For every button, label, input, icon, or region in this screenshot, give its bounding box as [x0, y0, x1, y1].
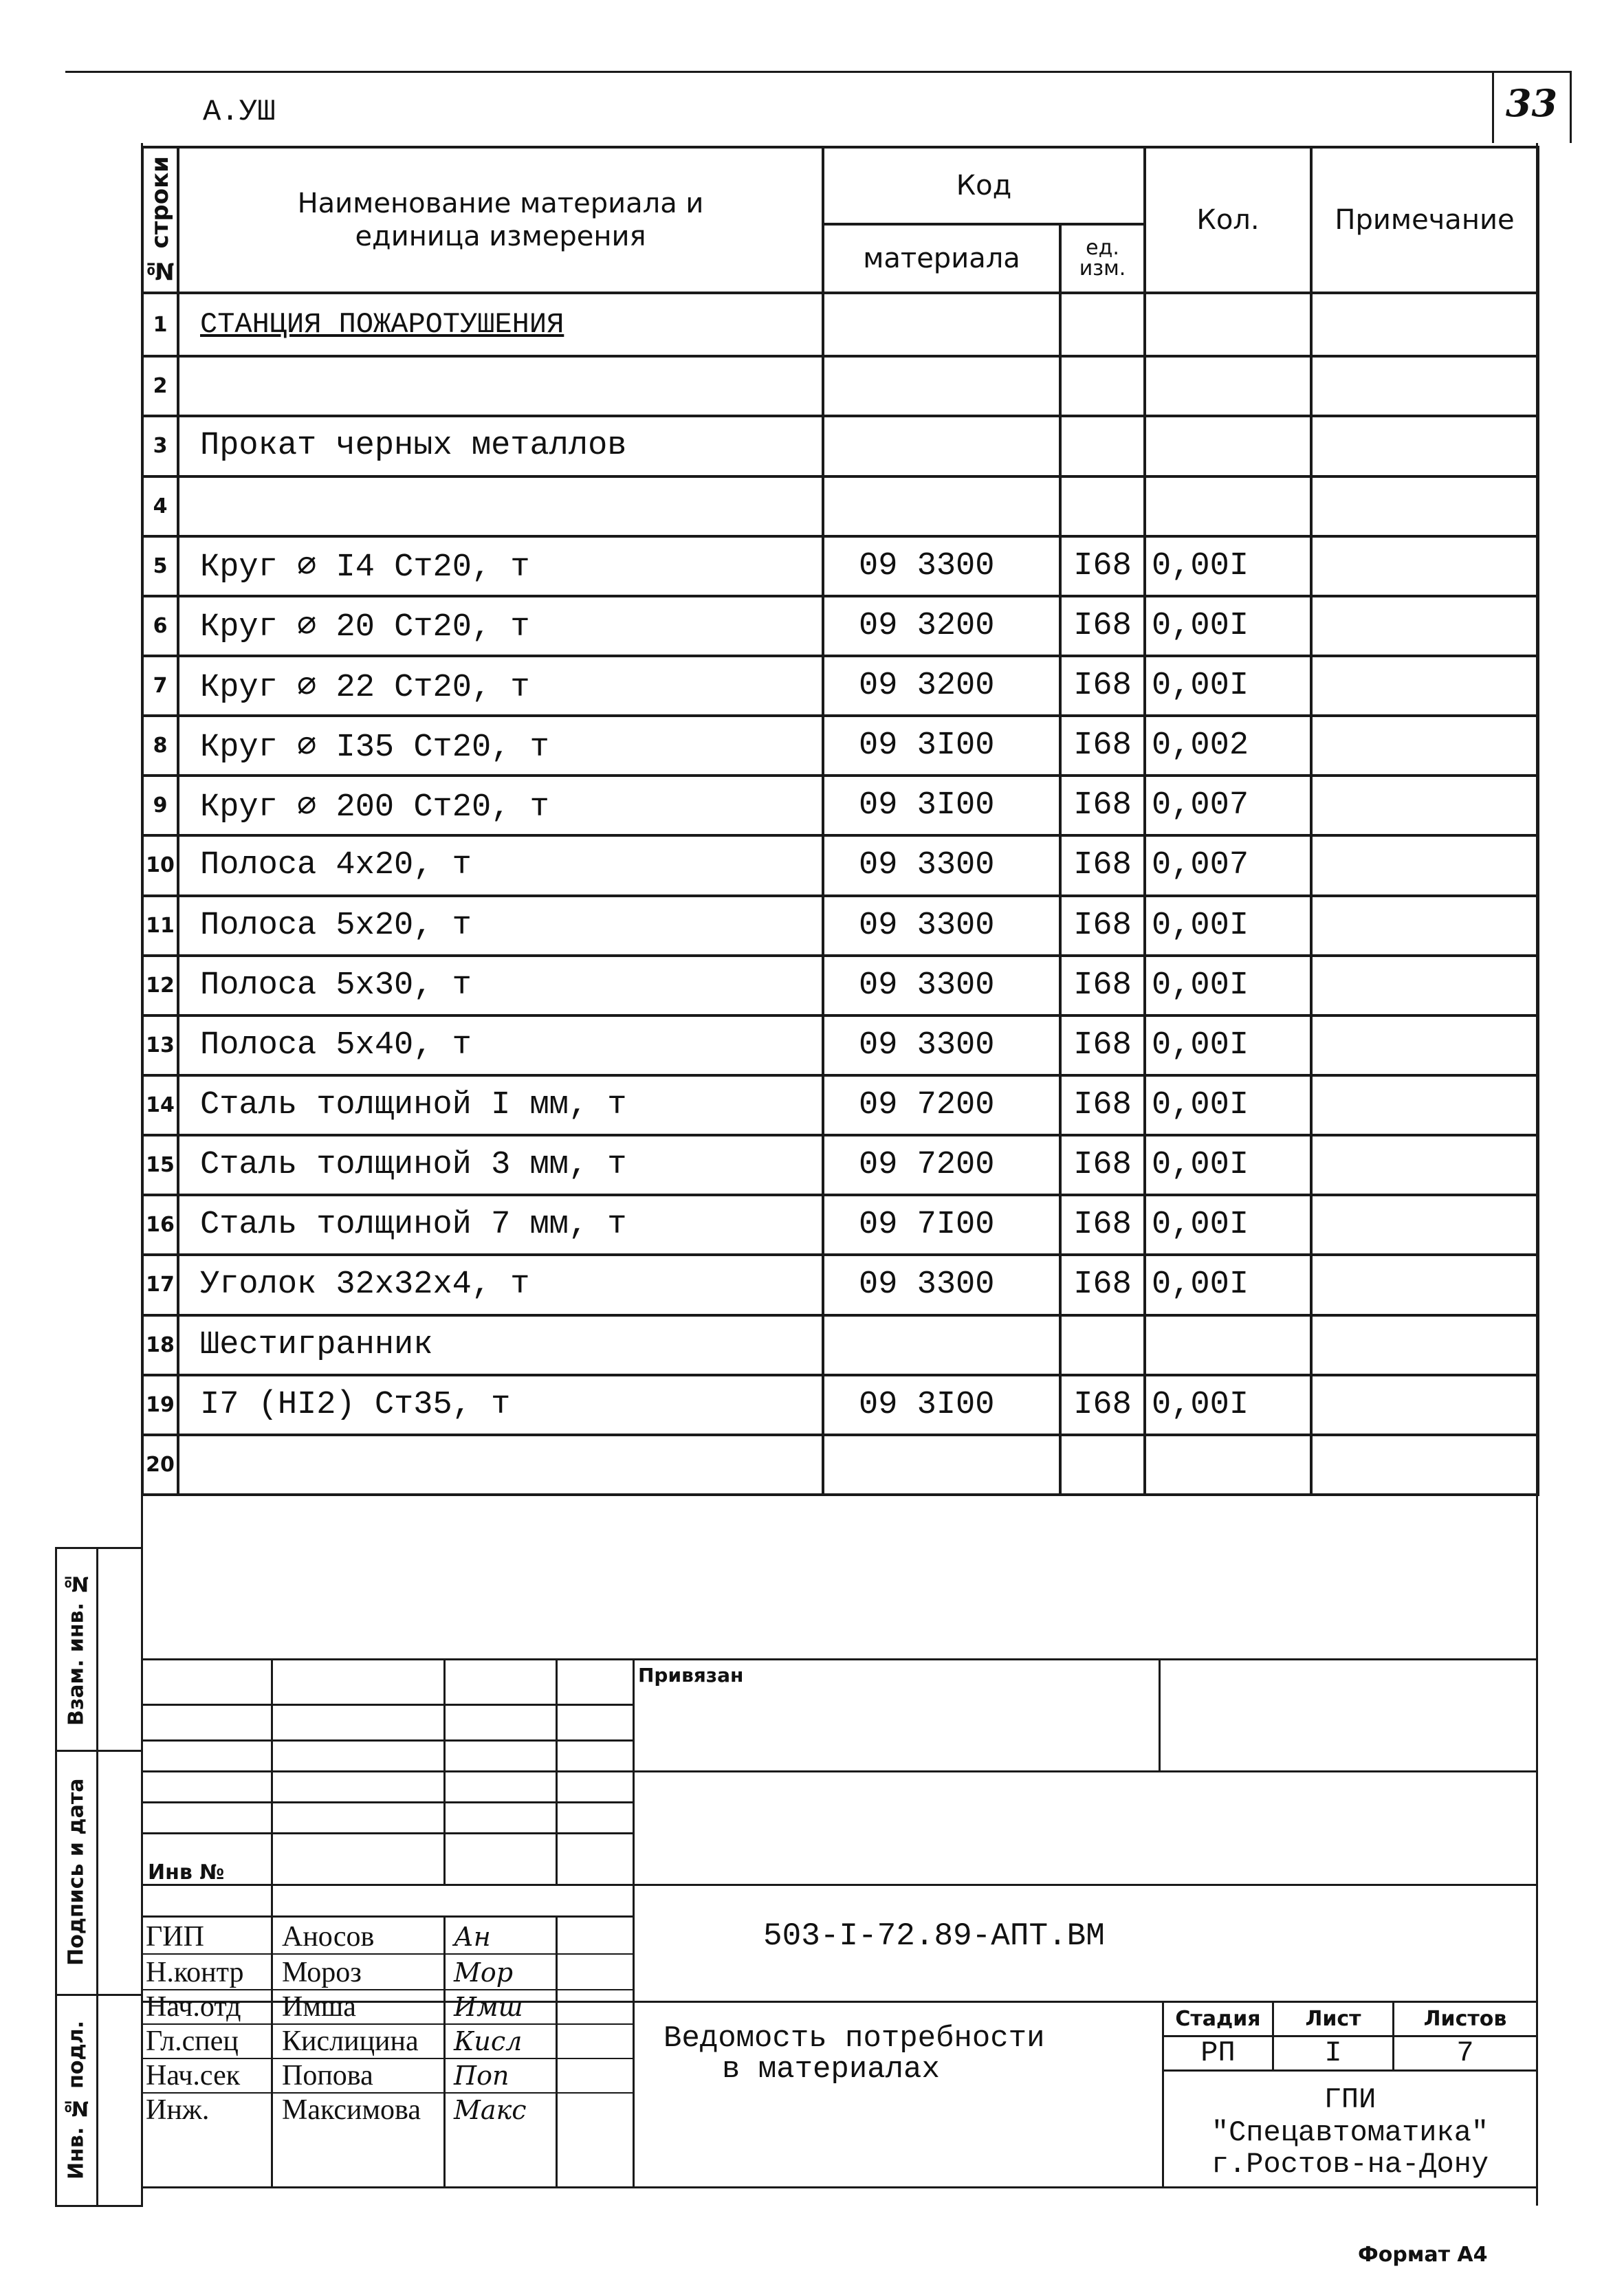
material-name: Прокат черных металлов	[178, 416, 823, 476]
tb-v-5	[1159, 1658, 1161, 1772]
material-code: 09 3300	[823, 835, 1060, 895]
table-row	[142, 776, 1538, 835]
unit-code: I68	[1060, 776, 1145, 835]
tb-h-6	[141, 1884, 1538, 1886]
format-label: Формат А4	[1358, 2243, 1488, 2267]
quantity: 0,00I	[1145, 1015, 1311, 1075]
note-cell	[1311, 596, 1538, 656]
row-number: 13	[142, 1015, 178, 1075]
staff-role: Нач.отд	[146, 1991, 241, 2023]
tb-v-4	[633, 1658, 635, 2188]
material-name: Круг ⌀ I4 Ст20, т	[178, 536, 823, 596]
header-name	[178, 147, 823, 293]
row-number: 4	[142, 476, 178, 536]
table-row	[142, 1195, 1538, 1255]
unit-code: I68	[1060, 716, 1145, 776]
tb-v-1	[271, 1658, 273, 2188]
row-number: 19	[142, 1375, 178, 1435]
material-code: 09 3200	[823, 656, 1060, 716]
material-name: I7 (HI2) Ст35, т	[178, 1375, 823, 1435]
table-row	[142, 1135, 1538, 1195]
materials-table	[141, 146, 1539, 1496]
table-row	[142, 1015, 1538, 1075]
tb-h-3	[141, 1770, 1538, 1772]
side-frame-mid	[96, 1547, 98, 2207]
header-unit: ед. изм.	[1060, 224, 1145, 293]
doc-title-line1: Ведомость потребности	[663, 2021, 1045, 2056]
material-code: 09 7200	[823, 1075, 1060, 1135]
tb-v-3b	[556, 1915, 558, 2188]
staff-signature: Поп	[454, 2061, 509, 2091]
header-note: Примечание	[1311, 147, 1538, 293]
quantity: 0,00I	[1145, 536, 1311, 596]
tb-v-2	[443, 1658, 446, 1884]
table-row	[142, 896, 1538, 956]
table-row	[142, 476, 1538, 536]
unit-code: I68	[1060, 536, 1145, 596]
material-code: 09 3300	[823, 896, 1060, 956]
tb-h-4	[141, 1801, 635, 1803]
material-name	[178, 1435, 823, 1495]
staff-name: Мороз	[282, 1957, 362, 1988]
note-cell	[1311, 1435, 1538, 1495]
material-code: 09 3300	[823, 1015, 1060, 1075]
header-code: Код	[823, 147, 1145, 224]
staff-signature: Мор	[454, 1957, 514, 1988]
privyazan-label: Привязан	[638, 1664, 744, 1687]
tb-h-10	[1162, 2069, 1537, 2072]
quantity: 0,00I	[1145, 1255, 1311, 1315]
header-row-no-text: № строки	[146, 155, 174, 285]
page-number-box-left	[1492, 71, 1494, 143]
material-name: Полоса 4х20, т	[178, 835, 823, 895]
table-row	[142, 835, 1538, 895]
row-number: 9	[142, 776, 178, 835]
note-cell	[1311, 536, 1538, 596]
note-cell	[1311, 356, 1538, 416]
table-row	[142, 1315, 1538, 1375]
side-frame-bottom	[55, 2205, 143, 2207]
sheet-value: I	[1324, 2036, 1342, 2069]
staff-role: Нач.сек	[146, 2060, 241, 2091]
material-name	[178, 356, 823, 416]
note-cell	[1311, 656, 1538, 716]
material-code	[823, 1315, 1060, 1375]
row-number: 20	[142, 1435, 178, 1495]
material-name: Полоса 5х40, т	[178, 1015, 823, 1075]
material-name: Сталь толщиной 7 мм, т	[178, 1195, 823, 1255]
top-border	[65, 71, 1571, 73]
unit-code: I68	[1060, 1075, 1145, 1135]
sheets-label: Листов	[1423, 2006, 1507, 2031]
quantity	[1145, 416, 1311, 476]
table-row	[142, 293, 1538, 356]
table-row	[142, 416, 1538, 476]
page-number: 33	[1505, 81, 1558, 125]
material-name: СТАНЦИЯ ПОЖАРОТУШЕНИЯ	[178, 293, 823, 356]
material-code	[823, 476, 1060, 536]
row-number: 2	[142, 356, 178, 416]
side-frame-left	[55, 1547, 57, 2207]
quantity	[1145, 1315, 1311, 1375]
tb-h-7	[141, 1915, 635, 1918]
sheets-value: 7	[1456, 2036, 1474, 2069]
material-code: 09 3200	[823, 596, 1060, 656]
row-number: 14	[142, 1075, 178, 1135]
material-code: 09 3300	[823, 536, 1060, 596]
table-row	[142, 656, 1538, 716]
quantity: 0,00I	[1145, 596, 1311, 656]
org-line3: г.Ростов-на-Дону	[1211, 2148, 1489, 2181]
staff-signature: Ан	[454, 1922, 491, 1952]
table-row	[142, 1375, 1538, 1435]
staff-signature: Макс	[454, 2095, 527, 2125]
table-row	[142, 956, 1538, 1015]
table-row	[142, 356, 1538, 416]
table-row	[142, 536, 1538, 596]
note-cell	[1311, 1075, 1538, 1135]
note-cell	[1311, 956, 1538, 1015]
album-label: А.УШ	[203, 95, 276, 129]
material-name: Полоса 5х30, т	[178, 956, 823, 1015]
staff-signature: Имш	[454, 1992, 523, 2022]
unit-code	[1060, 416, 1145, 476]
material-code	[823, 356, 1060, 416]
quantity	[1145, 1435, 1311, 1495]
tb-bottom	[141, 2186, 1538, 2188]
quantity: 0,00I	[1145, 1135, 1311, 1195]
quantity: 0,007	[1145, 835, 1311, 895]
side-divider-1	[55, 1750, 143, 1752]
note-cell	[1311, 1375, 1538, 1435]
unit-code: I68	[1060, 1375, 1145, 1435]
material-code: 09 3300	[823, 956, 1060, 1015]
material-code	[823, 1435, 1060, 1495]
quantity: 0,00I	[1145, 1075, 1311, 1135]
tb-v-3	[556, 1658, 558, 1884]
staff-role: Гл.спец	[146, 2025, 239, 2057]
quantity: 0,00I	[1145, 656, 1311, 716]
quantity	[1145, 356, 1311, 416]
staff-role: Н.контр	[146, 1957, 244, 1988]
material-name: Уголок 32х32х4, т	[178, 1255, 823, 1315]
material-code: 09 7200	[823, 1135, 1060, 1195]
tb-h-5	[141, 1832, 635, 1834]
header-material: материала	[823, 224, 1060, 293]
row-number: 16	[142, 1195, 178, 1255]
row-number: 15	[142, 1135, 178, 1195]
side-label-vzam: Взам. инв. №	[64, 1571, 89, 1726]
inv-no-label: Инв №	[148, 1860, 225, 1885]
staff-name: Имша	[282, 1991, 356, 2023]
row-number: 6	[142, 596, 178, 656]
unit-code	[1060, 476, 1145, 536]
header-row-no	[142, 147, 178, 293]
unit-code: I68	[1060, 1255, 1145, 1315]
side-frame-top	[55, 1547, 143, 1549]
tb-h-2	[141, 1739, 635, 1742]
tb-v-2b	[443, 1915, 446, 2188]
material-code	[823, 416, 1060, 476]
material-name: Круг ⌀ 22 Ст20, т	[178, 656, 823, 716]
row-number: 1	[142, 293, 178, 356]
note-cell	[1311, 1315, 1538, 1375]
note-cell	[1311, 1195, 1538, 1255]
unit-code: I68	[1060, 1135, 1145, 1195]
row-number: 10	[142, 835, 178, 895]
unit-code	[1060, 1315, 1145, 1375]
sheet-label: Лист	[1305, 2006, 1361, 2031]
note-cell	[1311, 1255, 1538, 1315]
material-code: 09 3I00	[823, 716, 1060, 776]
unit-code	[1060, 1435, 1145, 1495]
staff-role: ГИП	[146, 1921, 204, 1953]
table-row	[142, 716, 1538, 776]
doc-title-line2: в материалах	[722, 2052, 940, 2087]
material-code	[823, 293, 1060, 356]
note-cell	[1311, 835, 1538, 895]
row-number: 18	[142, 1315, 178, 1375]
note-cell	[1311, 1135, 1538, 1195]
staff-name: Кислицина	[282, 2025, 419, 2057]
quantity: 0,00I	[1145, 1195, 1311, 1255]
table-row	[142, 1435, 1538, 1495]
quantity: 0,00I	[1145, 1375, 1311, 1435]
note-cell	[1311, 293, 1538, 356]
material-name	[178, 476, 823, 536]
quantity: 0,00I	[1145, 896, 1311, 956]
staff-role: Инж.	[146, 2094, 210, 2126]
staff-signature: Кисл	[454, 2026, 523, 2056]
material-code: 09 7I00	[823, 1195, 1060, 1255]
material-name: Круг ⌀ 20 Ст20, т	[178, 596, 823, 656]
note-cell	[1311, 1015, 1538, 1075]
quantity: 0,007	[1145, 776, 1311, 835]
note-cell	[1311, 416, 1538, 476]
note-cell	[1311, 896, 1538, 956]
unit-code	[1060, 293, 1145, 356]
row-number: 11	[142, 896, 178, 956]
side-label-podpis: Подпись и дата	[64, 1778, 89, 1966]
header-name-text: Наименование материала и единица измерения	[297, 188, 704, 252]
header-qty: Кол.	[1145, 147, 1311, 293]
unit-code	[1060, 356, 1145, 416]
quantity: 0,00I	[1145, 956, 1311, 1015]
unit-code: I68	[1060, 835, 1145, 895]
material-code: 09 3I00	[823, 776, 1060, 835]
row-number: 17	[142, 1255, 178, 1315]
material-code: 09 3I00	[823, 1375, 1060, 1435]
staff-name: Максимова	[282, 2094, 421, 2126]
unit-code: I68	[1060, 596, 1145, 656]
staff-name: Попова	[282, 2060, 373, 2091]
material-name: Сталь толщиной I мм, т	[178, 1075, 823, 1135]
table-row	[142, 1075, 1538, 1135]
table-row	[142, 1255, 1538, 1315]
unit-code: I68	[1060, 956, 1145, 1015]
staff-name: Аносов	[282, 1921, 375, 1953]
material-name: Сталь толщиной 3 мм, т	[178, 1135, 823, 1195]
quantity: 0,002	[1145, 716, 1311, 776]
staff-row-divider	[141, 1953, 635, 1955]
unit-code: I68	[1060, 896, 1145, 956]
org-line2: "Спецавтоматика"	[1211, 2116, 1489, 2149]
row-number: 5	[142, 536, 178, 596]
tb-top	[141, 1658, 1538, 1660]
row-number: 12	[142, 956, 178, 1015]
material-name: Шестигранник	[178, 1315, 823, 1375]
tb-h-1	[141, 1704, 635, 1706]
unit-code: I68	[1060, 1015, 1145, 1075]
org-line1: ГПИ	[1324, 2083, 1376, 2116]
material-code: 09 3300	[823, 1255, 1060, 1315]
material-name: Полоса 5х20, т	[178, 896, 823, 956]
note-cell	[1311, 476, 1538, 536]
note-cell	[1311, 716, 1538, 776]
side-divider-2	[55, 1994, 143, 1996]
doc-code: 503-I-72.89-АПТ.ВМ	[763, 1918, 1105, 1954]
material-name: Круг ⌀ 200 Ст20, т	[178, 776, 823, 835]
row-number: 7	[142, 656, 178, 716]
row-number: 3	[142, 416, 178, 476]
row-number: 8	[142, 716, 178, 776]
unit-code: I68	[1060, 656, 1145, 716]
quantity	[1145, 293, 1311, 356]
material-name: Круг ⌀ I35 Ст20, т	[178, 716, 823, 776]
stage-label: Стадия	[1175, 2006, 1261, 2031]
side-label-inv-podl: Инв. № подл.	[64, 2020, 89, 2179]
note-cell	[1311, 776, 1538, 835]
page-number-box-right	[1570, 71, 1572, 143]
table-row	[142, 596, 1538, 656]
unit-code: I68	[1060, 1195, 1145, 1255]
stage-value: РП	[1200, 2036, 1236, 2069]
quantity	[1145, 476, 1311, 536]
